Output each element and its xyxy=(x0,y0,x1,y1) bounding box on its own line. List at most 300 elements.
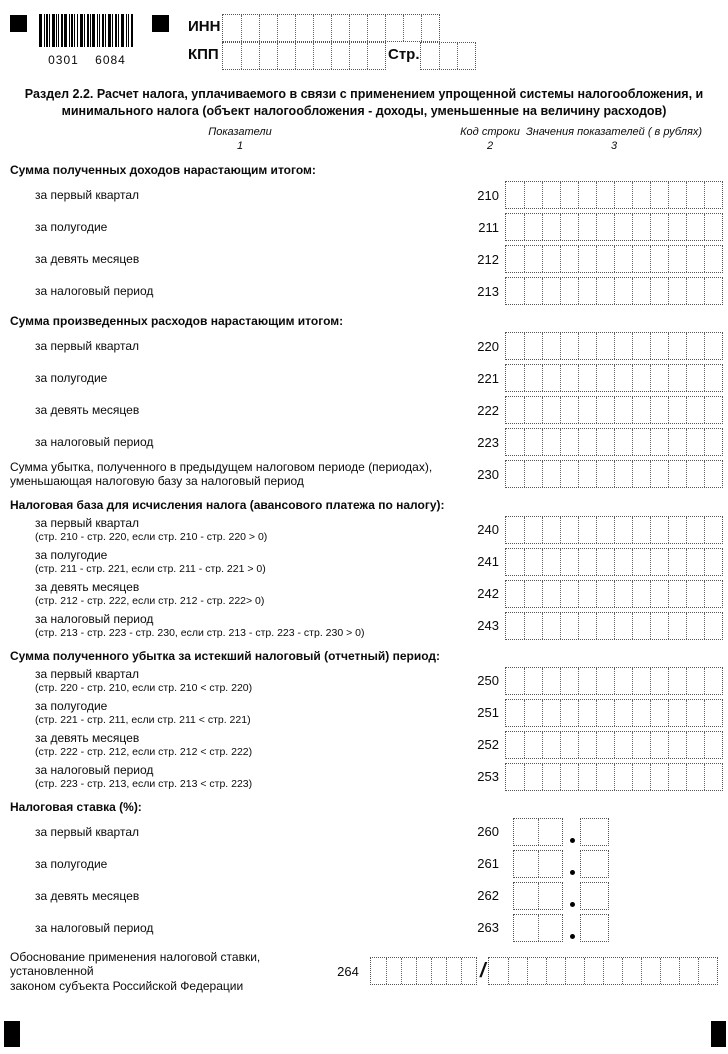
char-cell xyxy=(581,851,608,877)
rate-integer-field[interactable] xyxy=(513,850,563,878)
char-cell xyxy=(524,700,542,726)
char-cell xyxy=(650,246,668,272)
char-cell xyxy=(560,613,578,639)
row-label-line1: за полугодие xyxy=(35,856,108,871)
char-cell xyxy=(578,397,596,423)
char-cell xyxy=(650,549,668,575)
char-cell xyxy=(506,549,524,575)
form-row xyxy=(10,516,725,544)
char-cell xyxy=(668,182,686,208)
line-code: 220 xyxy=(477,338,499,354)
registration-mark-top-left xyxy=(10,15,27,32)
char-cell xyxy=(686,397,704,423)
line-code: 241 xyxy=(477,554,499,570)
char-cell xyxy=(560,732,578,758)
char-cell xyxy=(546,958,565,984)
form-row xyxy=(10,428,725,456)
char-cell xyxy=(542,732,560,758)
row-label-line1: за налоговый период xyxy=(35,283,154,298)
char-cell xyxy=(542,549,560,575)
char-cell xyxy=(650,581,668,607)
char-cell xyxy=(668,549,686,575)
char-cell xyxy=(403,15,421,41)
char-cell xyxy=(578,429,596,455)
char-cell xyxy=(650,214,668,240)
char-cell xyxy=(596,333,614,359)
money-input-field[interactable] xyxy=(505,428,723,456)
form-row xyxy=(10,332,725,360)
char-cell xyxy=(603,958,622,984)
char-cell xyxy=(686,668,704,694)
page-number-field[interactable] xyxy=(420,42,476,70)
value-field xyxy=(505,245,725,273)
column-header-line-code-num: 2 xyxy=(486,139,494,152)
row-label-line1: за полугодие xyxy=(35,548,108,563)
char-cell xyxy=(632,333,650,359)
char-cell xyxy=(650,700,668,726)
line-code: 262 xyxy=(477,888,499,904)
char-cell xyxy=(489,958,508,984)
char-cell xyxy=(704,182,722,208)
rate-fraction-field[interactable] xyxy=(580,882,609,910)
value-field xyxy=(505,612,725,640)
char-cell xyxy=(668,700,686,726)
char-cell xyxy=(560,246,578,272)
value-field xyxy=(505,763,725,791)
char-cell xyxy=(578,668,596,694)
char-cell xyxy=(581,915,608,941)
row-label-line1: за налоговый период xyxy=(35,434,154,449)
char-cell xyxy=(524,397,542,423)
row-label-line1: за первый квартал xyxy=(35,667,140,682)
row-label-line1: за налоговый период xyxy=(35,763,154,778)
char-cell xyxy=(514,851,538,877)
row-label xyxy=(10,580,459,607)
char-cell xyxy=(386,958,401,984)
rate-fraction-field[interactable] xyxy=(580,818,609,846)
row-label-line1: за девять месяцев xyxy=(35,888,140,903)
money-input-field[interactable] xyxy=(505,364,723,392)
line-code: 223 xyxy=(477,434,499,450)
char-cell xyxy=(614,764,632,790)
char-cell xyxy=(578,549,596,575)
char-cell xyxy=(668,732,686,758)
rate-integer-field[interactable] xyxy=(513,882,563,910)
char-cell xyxy=(578,700,596,726)
value-field xyxy=(505,460,725,488)
rate-fraction-field[interactable] xyxy=(580,850,609,878)
money-input-field[interactable] xyxy=(505,396,723,424)
form-row xyxy=(10,460,725,489)
char-cell xyxy=(614,333,632,359)
char-cell xyxy=(650,613,668,639)
value-field xyxy=(505,213,725,241)
char-cell xyxy=(614,429,632,455)
char-cell xyxy=(704,517,722,543)
decimal-point xyxy=(570,902,575,907)
row-label-line1: за налоговый период xyxy=(35,612,154,627)
money-input-field[interactable] xyxy=(505,213,723,241)
row-label xyxy=(10,921,459,935)
char-cell xyxy=(614,732,632,758)
char-cell xyxy=(524,581,542,607)
money-input-field[interactable] xyxy=(505,667,723,695)
char-cell xyxy=(506,246,524,272)
line-code: 242 xyxy=(477,586,499,602)
section-heading: Сумма полученных доходов нарастающим итогом: xyxy=(10,163,316,177)
char-cell xyxy=(385,15,403,41)
char-cell xyxy=(542,668,560,694)
char-cell xyxy=(668,613,686,639)
line-code: 211 xyxy=(478,219,499,235)
char-cell xyxy=(668,581,686,607)
char-cell xyxy=(578,278,596,304)
row-label-line1: за первый квартал xyxy=(35,338,140,353)
line-code: 251 xyxy=(477,705,499,721)
char-cell xyxy=(457,43,475,69)
char-cell xyxy=(542,429,560,455)
char-cell xyxy=(596,613,614,639)
char-cell xyxy=(581,883,608,909)
char-cell xyxy=(446,958,461,984)
char-cell xyxy=(542,764,560,790)
char-cell xyxy=(596,278,614,304)
char-cell xyxy=(704,549,722,575)
char-cell xyxy=(650,668,668,694)
rate-integer-field[interactable] xyxy=(513,914,563,942)
row-label-line1: за девять месяцев xyxy=(35,251,140,266)
char-cell xyxy=(578,182,596,208)
money-input-field[interactable] xyxy=(505,332,723,360)
char-cell xyxy=(241,15,259,41)
value-field xyxy=(505,364,725,392)
form-row xyxy=(10,396,725,424)
value-field xyxy=(370,957,725,985)
value-field xyxy=(505,428,725,456)
char-cell xyxy=(632,732,650,758)
row-label-line1: Сумма убытка, полученного в предыдущем налоговом периоде (периодах), xyxy=(10,460,433,474)
barcode-bars xyxy=(39,14,135,47)
value-field xyxy=(505,699,725,727)
money-input-field[interactable] xyxy=(505,731,723,759)
char-cell xyxy=(614,246,632,272)
char-cell xyxy=(704,214,722,240)
section-title-line1: Раздел 2.2. Расчет налога, уплачиваемого в связи с применением упрощенной системы налогообложения, и xyxy=(24,87,704,101)
rate-fraction-field[interactable] xyxy=(580,914,609,942)
line-code: 263 xyxy=(477,920,499,936)
char-cell xyxy=(668,668,686,694)
justification-left-field[interactable] xyxy=(370,957,477,985)
column-header-values xyxy=(505,126,723,154)
char-cell xyxy=(506,613,524,639)
char-cell xyxy=(538,915,562,941)
char-cell xyxy=(650,397,668,423)
char-cell xyxy=(506,214,524,240)
char-cell xyxy=(632,549,650,575)
char-cell xyxy=(614,214,632,240)
char-cell xyxy=(560,214,578,240)
row-formula: (стр. 223 - стр. 213, если стр. 213 < стр. 223) xyxy=(35,777,253,790)
inn-label: ИНН xyxy=(188,18,221,35)
row-label xyxy=(10,950,330,993)
char-cell xyxy=(686,581,704,607)
char-cell xyxy=(506,429,524,455)
char-cell xyxy=(542,246,560,272)
line-code: 264 xyxy=(337,963,359,979)
char-cell xyxy=(560,365,578,391)
char-cell xyxy=(614,278,632,304)
form-row xyxy=(10,914,725,942)
column-header-indicators-label: Показатели xyxy=(208,126,272,138)
char-cell xyxy=(581,819,608,845)
value-field xyxy=(505,914,725,942)
char-cell xyxy=(596,764,614,790)
char-cell xyxy=(461,958,476,984)
char-cell xyxy=(524,764,542,790)
form-row xyxy=(10,882,725,910)
char-cell xyxy=(686,214,704,240)
char-cell xyxy=(686,732,704,758)
char-cell xyxy=(506,461,524,487)
column-header-values-num: 3 xyxy=(610,139,618,152)
char-cell xyxy=(331,15,349,41)
section-title-line2: минимального налога (объект налогообложения - доходы, уменьшенные на величину расходов) xyxy=(61,103,667,118)
form-row xyxy=(10,818,725,846)
row-label xyxy=(10,731,459,758)
char-cell xyxy=(542,397,560,423)
justification-right-field[interactable] xyxy=(488,957,718,985)
char-cell xyxy=(632,700,650,726)
char-cell xyxy=(514,883,538,909)
char-cell xyxy=(524,365,542,391)
char-cell xyxy=(596,397,614,423)
char-cell xyxy=(560,278,578,304)
form-row xyxy=(10,277,725,305)
char-cell xyxy=(560,549,578,575)
char-cell xyxy=(704,429,722,455)
row-label-line1: за девять месяцев xyxy=(35,402,140,417)
char-cell xyxy=(679,958,698,984)
line-code: 210 xyxy=(477,187,499,203)
char-cell xyxy=(560,397,578,423)
char-cell xyxy=(596,461,614,487)
char-cell xyxy=(506,732,524,758)
char-cell xyxy=(416,958,431,984)
char-cell xyxy=(668,461,686,487)
line-code: 243 xyxy=(477,618,499,634)
char-cell xyxy=(560,700,578,726)
row-label-line1: за девять месяцев xyxy=(35,580,140,595)
char-cell xyxy=(367,43,385,69)
char-cell xyxy=(578,613,596,639)
char-cell xyxy=(524,278,542,304)
char-cell xyxy=(632,668,650,694)
line-code: 212 xyxy=(477,251,499,267)
char-cell xyxy=(596,517,614,543)
value-field xyxy=(505,181,725,209)
char-cell xyxy=(596,668,614,694)
form-row xyxy=(10,580,725,608)
char-cell xyxy=(668,365,686,391)
money-input-field[interactable] xyxy=(505,245,723,273)
char-cell xyxy=(542,333,560,359)
money-input-field[interactable] xyxy=(505,580,723,608)
char-cell xyxy=(686,365,704,391)
value-field xyxy=(505,818,725,846)
char-cell xyxy=(660,958,679,984)
money-input-field[interactable] xyxy=(505,181,723,209)
decimal-point xyxy=(570,870,575,875)
char-cell xyxy=(578,333,596,359)
char-cell xyxy=(686,246,704,272)
char-cell xyxy=(578,732,596,758)
column-header-indicators xyxy=(140,126,340,154)
char-cell xyxy=(542,365,560,391)
char-cell xyxy=(622,958,641,984)
char-cell xyxy=(524,732,542,758)
char-cell xyxy=(704,278,722,304)
char-cell xyxy=(538,883,562,909)
row-label-line2: уменьшающая налоговую базу за налоговый период xyxy=(10,474,304,489)
line-code: 222 xyxy=(477,402,499,418)
char-cell xyxy=(668,333,686,359)
row-formula: (стр. 212 - стр. 222, если стр. 212 - стр. 222> 0) xyxy=(35,594,265,607)
row-label-line2: законом субъекта Российской Федерации xyxy=(10,978,244,993)
registration-mark-bottom-left xyxy=(4,1021,20,1047)
form-row xyxy=(10,213,725,241)
decimal-point xyxy=(570,838,575,843)
form-row xyxy=(10,763,725,791)
char-cell xyxy=(596,700,614,726)
form-row xyxy=(10,950,725,993)
char-cell xyxy=(686,333,704,359)
char-cell xyxy=(578,461,596,487)
line-code: 221 xyxy=(477,370,499,386)
char-cell xyxy=(542,581,560,607)
char-cell xyxy=(650,333,668,359)
char-cell xyxy=(259,15,277,41)
char-cell xyxy=(614,668,632,694)
char-cell xyxy=(596,365,614,391)
char-cell xyxy=(650,365,668,391)
char-cell xyxy=(439,43,457,69)
char-cell xyxy=(686,461,704,487)
line-code: 230 xyxy=(477,466,499,482)
char-cell xyxy=(686,549,704,575)
line-code: 261 xyxy=(477,856,499,872)
inn-field[interactable] xyxy=(222,14,440,42)
value-field xyxy=(505,548,725,576)
char-cell xyxy=(277,43,295,69)
char-cell xyxy=(508,958,527,984)
line-code: 250 xyxy=(477,673,499,689)
char-cell xyxy=(542,278,560,304)
char-cell xyxy=(524,246,542,272)
char-cell xyxy=(614,581,632,607)
form-row xyxy=(10,612,725,640)
money-input-field[interactable] xyxy=(505,548,723,576)
row-label xyxy=(10,699,459,726)
char-cell xyxy=(641,958,660,984)
char-cell xyxy=(704,581,722,607)
char-cell xyxy=(704,764,722,790)
separator-slash: / xyxy=(480,960,486,983)
char-cell xyxy=(367,15,385,41)
char-cell xyxy=(632,278,650,304)
char-cell xyxy=(704,365,722,391)
row-formula: (стр. 221 - стр. 211, если стр. 211 < стр. 221) xyxy=(35,713,251,726)
char-cell xyxy=(614,182,632,208)
char-cell xyxy=(668,764,686,790)
char-cell xyxy=(349,15,367,41)
char-cell xyxy=(632,613,650,639)
money-input-field[interactable] xyxy=(505,277,723,305)
char-cell xyxy=(506,517,524,543)
form-row xyxy=(10,667,725,695)
char-cell xyxy=(650,461,668,487)
row-label xyxy=(10,371,459,385)
row-label xyxy=(10,889,459,903)
char-cell xyxy=(524,613,542,639)
money-input-field[interactable] xyxy=(505,516,723,544)
value-field xyxy=(505,332,725,360)
money-input-field[interactable] xyxy=(505,612,723,640)
form-row xyxy=(10,548,725,576)
char-cell xyxy=(668,246,686,272)
char-cell xyxy=(578,581,596,607)
char-cell xyxy=(421,15,439,41)
section-heading: Сумма полученного убытка за истекший налоговый (отчетный) период: xyxy=(10,648,441,663)
line-code: 240 xyxy=(477,522,499,538)
char-cell xyxy=(506,278,524,304)
char-cell xyxy=(538,819,562,845)
row-label xyxy=(10,460,459,489)
char-cell xyxy=(632,214,650,240)
char-cell xyxy=(704,700,722,726)
char-cell xyxy=(295,43,313,69)
char-cell xyxy=(596,581,614,607)
line-code: 252 xyxy=(477,737,499,753)
char-cell xyxy=(596,214,614,240)
char-cell xyxy=(524,517,542,543)
money-input-field[interactable] xyxy=(505,460,723,488)
form-rows xyxy=(10,154,725,997)
row-label-line1: за девять месяцев xyxy=(35,731,140,746)
rate-integer-field[interactable] xyxy=(513,818,563,846)
row-label-line1: за полугодие xyxy=(35,219,108,234)
money-input-field[interactable] xyxy=(505,763,723,791)
char-cell xyxy=(524,461,542,487)
kpp-field[interactable] xyxy=(222,42,386,70)
money-input-field[interactable] xyxy=(505,699,723,727)
row-label xyxy=(10,284,459,298)
char-cell xyxy=(668,278,686,304)
page-number-label: Стр. xyxy=(388,46,420,63)
char-cell xyxy=(650,517,668,543)
value-field xyxy=(505,580,725,608)
char-cell xyxy=(614,397,632,423)
char-cell xyxy=(223,43,241,69)
char-cell xyxy=(686,278,704,304)
char-cell xyxy=(686,764,704,790)
row-label xyxy=(10,612,459,639)
barcode-number: 0301 6084 xyxy=(48,53,126,67)
decimal-point xyxy=(570,934,575,939)
char-cell xyxy=(560,581,578,607)
char-cell xyxy=(632,182,650,208)
char-cell xyxy=(223,15,241,41)
value-field xyxy=(505,277,725,305)
